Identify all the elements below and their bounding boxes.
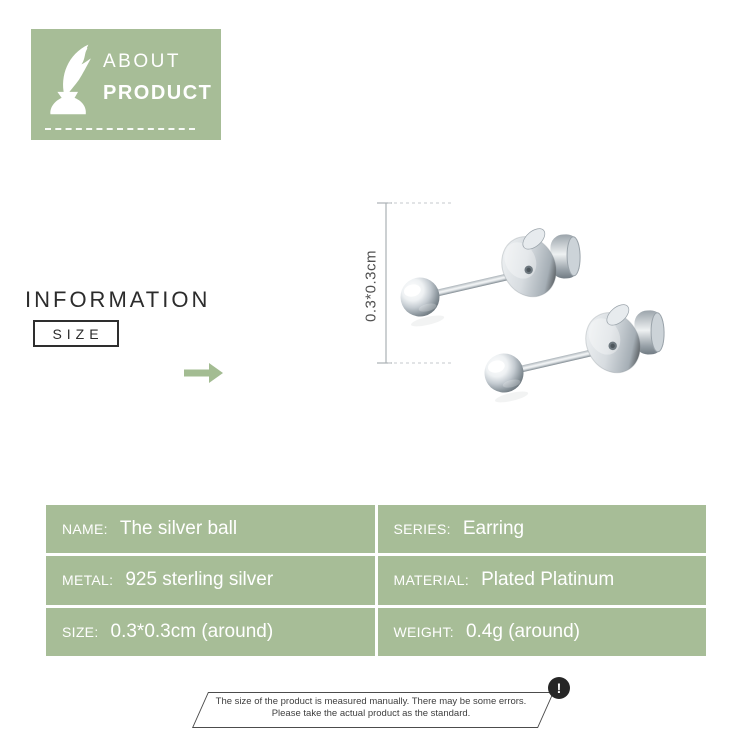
dashed-divider — [45, 128, 195, 130]
badge-line-product: PRODUCT — [103, 82, 213, 104]
spec-value: 0.4g (around) — [465, 620, 581, 642]
badge-line-about: ABOUT — [103, 51, 181, 72]
spec-cell-name — [46, 505, 375, 553]
spec-label: WEIGHT: — [393, 623, 454, 640]
spec-cell-weight — [378, 608, 707, 656]
disclaimer-text — [171, 696, 571, 720]
spec-value: The silver ball — [119, 518, 238, 540]
spec-label: MATERIAL: — [393, 572, 470, 589]
spec-table — [46, 505, 706, 656]
spec-cell-metal — [46, 556, 375, 604]
size-label-box: SIZE — [33, 320, 119, 347]
spec-value: 925 sterling silver — [125, 569, 274, 591]
exclamation-icon — [548, 677, 570, 699]
spec-value: Plated Platinum — [481, 569, 615, 591]
spec-cell-material — [378, 556, 707, 604]
spec-label: SIZE: — [62, 623, 99, 640]
about-product-badge — [31, 29, 221, 140]
spec-label: SERIES: — [393, 521, 451, 538]
disclaimer-line-1: The size of the product is measured manually. There may be some errors. — [215, 696, 527, 707]
spec-value: 0.3*0.3cm (around) — [110, 620, 274, 642]
information-heading: INFORMATION — [25, 287, 211, 312]
spec-value: Earring — [462, 518, 525, 540]
product-figure — [330, 183, 675, 433]
earrings-photo — [330, 183, 675, 433]
badge-text — [103, 51, 212, 105]
dimension-label: 0.3*0.3cm — [362, 249, 380, 323]
right-arrow-icon — [184, 361, 224, 390]
spec-label: NAME: — [62, 521, 108, 538]
exclamation-glyph: ! — [556, 680, 562, 696]
quill-inkwell-icon — [46, 42, 98, 121]
spec-cell-series — [378, 505, 707, 553]
disclaimer-line-2: Please take the actual product as the standard. — [271, 708, 471, 719]
spec-cell-size — [46, 608, 375, 656]
spec-label: METAL: — [62, 572, 114, 589]
